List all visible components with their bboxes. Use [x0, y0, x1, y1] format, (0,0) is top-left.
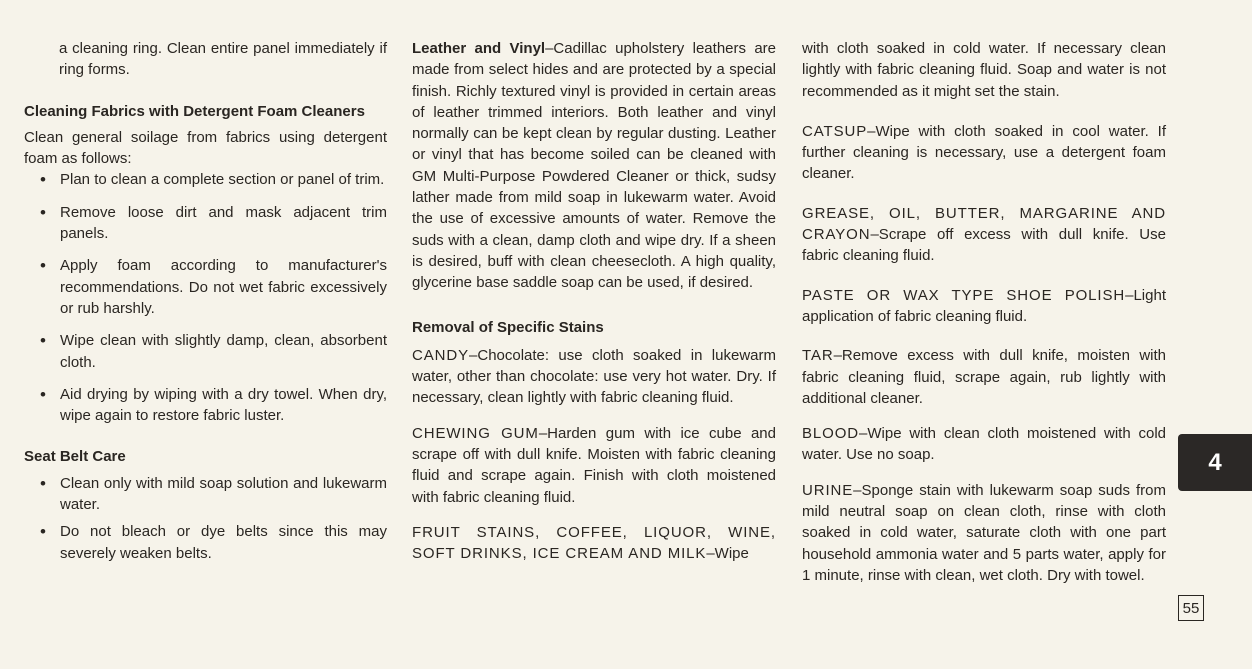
blood-text: –Wipe with clean cloth moistened with cold water. Use no soap.	[802, 425, 1166, 464]
fruit-stains-text: –Wipe	[706, 545, 749, 563]
detergent-steps-list	[24, 169, 387, 426]
list-item: • Apply foam according to manufacturer's recommendations. Do not wet fabric excessively or rub harshly.	[24, 255, 387, 319]
leather-vinyl-paragraph	[412, 38, 776, 294]
section-tab-number: 4	[1208, 448, 1222, 476]
chewing-gum-text: –Harden gum with ice cube and scrape off with dull knife. Moisten with fabric cleaning fluid and scrape again. Finish with cloth moistened with fabric cleaning fluid.	[412, 424, 776, 506]
candy-paragraph	[412, 345, 776, 409]
candy-lead: CANDY	[412, 346, 470, 364]
chewing-gum-lead: CHEWING GUM	[412, 424, 539, 442]
page-number-text: 55	[1182, 599, 1200, 617]
urine-lead: URINE	[802, 481, 854, 499]
seatbelt-list	[24, 473, 387, 564]
detergent-intro: Clean general soilage from fabrics using detergent foam as follows:	[24, 128, 387, 168]
urine-text: –Sponge stain with lukewarm soap suds from mild neutral soap on clean cloth, rinse with cloth soaked in cold water, saturate cloth with one part household ammonia water and 5 parts water, apply for 1 minute, rinse with clean, wet cloth. Dry with towel.	[802, 481, 1166, 584]
tar-paragraph	[802, 345, 1166, 409]
grease-text: –Scrape off excess with dull knife. Use fabric cleaning fluid.	[802, 226, 1166, 265]
grease-lead: GREASE, OIL, BUTTER, MARGARINE AND CRAYON	[802, 204, 1166, 244]
section-tab	[1178, 434, 1252, 491]
chewing-gum-paragraph	[412, 423, 776, 508]
list-item: • Aid drying by wiping with a dry towel. When dry, wipe again to restore fabric luster.	[24, 384, 387, 427]
shoe-polish-paragraph	[802, 285, 1166, 328]
list-item: • Do not bleach or dye belts since this may severely weaken belts.	[24, 521, 387, 564]
leather-vinyl-text: –Cadillac upholstery leathers are made from select hides and are protected by a special finish. Richly textured vinyl is provided in certain areas of leather trimmed interiors. Both leather and vinyl normally can be kept clean by regular dusting. Leather or vinyl that has become soiled can be cleaned with GM Multi-Purpose Powdered Cleaner or thick, sudsy lather made from mild soap in lukewarm water. Avoid the use of excessive amounts of water. Remove the suds with a clean, damp cloth and wipe dry. If a sheen is desired, buff with clean cheesecloth. A high quality, glycerine base saddle soap can be used, if desired.	[412, 40, 776, 292]
column-middle	[412, 38, 776, 565]
fruit-stains-continued: with cloth soaked in cold water. If necessary clean lightly with fabric cleaning fluid. Soap and water is not recommended as it might set the stain.	[802, 40, 1166, 100]
tar-lead: TAR	[802, 347, 834, 365]
heading-detergent-foam: Cleaning Fabrics with Detergent Foam Cleaners	[24, 102, 365, 120]
urine-paragraph	[802, 480, 1166, 586]
list-item: • Clean only with mild soap solution and lukewarm water.	[24, 473, 387, 516]
blood-paragraph	[802, 423, 1166, 466]
shoe-polish-text: –Light application of fabric cleaning fluid.	[802, 286, 1166, 325]
catsup-paragraph	[802, 121, 1166, 185]
shoe-polish-lead: PASTE OR WAX TYPE SHOE POLISH	[802, 286, 1126, 304]
fruit-stains-lead: FRUIT STAINS, COFFEE, LIQUOR, WINE, SOFT DRINKS, ICE CREAM AND MILK	[412, 523, 776, 563]
leather-vinyl-lead: Leather and Vinyl	[412, 40, 546, 57]
grease-paragraph	[802, 203, 1166, 267]
heading-seat-belt-care: Seat Belt Care	[24, 448, 126, 466]
catsup-text: –Wipe with cloth soaked in cool water. If further cleaning is necessary, use a detergent foam cleaner.	[802, 122, 1166, 183]
column-right	[802, 38, 1166, 586]
list-item: • Plan to clean a complete section or panel of trim.	[24, 169, 387, 190]
tar-text: –Remove excess with dull knife, moisten with fabric cleaning fluid, scrape again, rub lightly with additional cleaner.	[802, 347, 1166, 407]
catsup-lead: CATSUP	[802, 122, 868, 140]
column-left	[24, 38, 387, 564]
fruit-stains-paragraph	[412, 522, 776, 565]
heading-specific-stains: Removal of Specific Stains	[412, 318, 604, 336]
list-item: • Wipe clean with slightly damp, clean, absorbent cloth.	[24, 330, 387, 373]
page-number	[1178, 595, 1204, 621]
intro-paragraph: a cleaning ring. Clean entire panel immediately if ring forms.	[59, 40, 387, 79]
list-item: • Remove loose dirt and mask adjacent trim panels.	[24, 202, 387, 245]
candy-text: –Chocolate: use cloth soaked in lukewarm water, other than chocolate: use very hot water. Dry. If necessary, clean lightly with fabric cleaning fluid.	[412, 346, 776, 407]
blood-lead: BLOOD	[802, 425, 860, 443]
